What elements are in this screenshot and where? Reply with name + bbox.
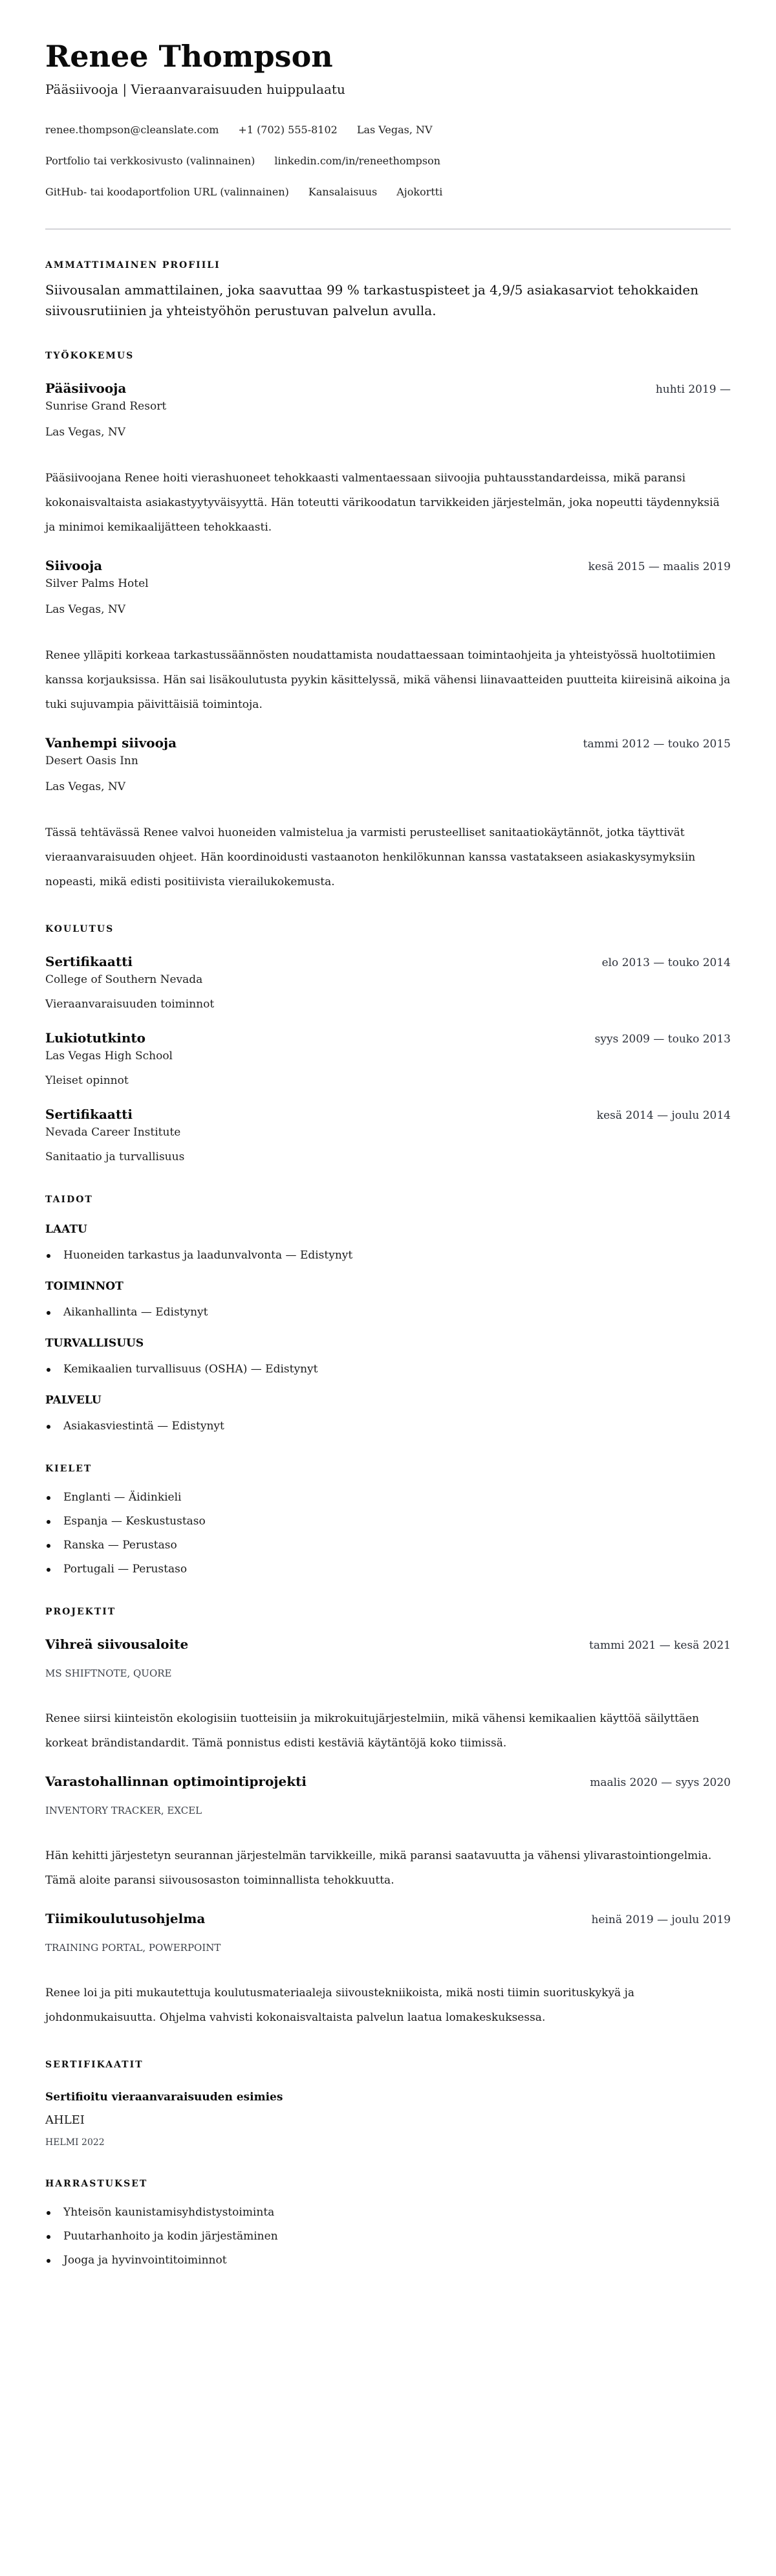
section-title-languages: KIELET	[45, 1464, 92, 1475]
projects-section	[45, 1605, 731, 2030]
job-description: Pääsiivoojana Renee hoiti vierashuoneet tehokkaasti valmentaessaan siivoojia puhtausstandardeissa, mikä paransi kokonaisvaltaista asiakastyytyväisyyttä. Hän toteutti värikoodatun tarvikkeiden järjestelmän, joka nopeutti täydennyksiä ja minimoi kemikaalijätteen tehokkaasti.	[45, 472, 720, 534]
hobbies-section	[45, 2177, 731, 2268]
project-dates: heinä 2019 — joulu 2019	[591, 1913, 731, 1927]
header-divider	[45, 228, 731, 230]
language-item: Espanja — Keskustustaso	[45, 1514, 731, 1529]
skill-item: Huoneiden tarkastus ja laadunvalvonta — Edistynyt	[45, 1248, 731, 1263]
contact-email[interactable]: renee.thompson@cleanslate.com	[45, 124, 219, 137]
job-location: Las Vegas, NV	[45, 780, 126, 794]
job-company: Sunrise Grand Resort	[45, 400, 167, 413]
certification-entry	[45, 2089, 731, 2149]
study-field: Sanitaatio ja turvallisuus	[45, 1150, 185, 1164]
project-name: Tiimikoulutusohjelma	[45, 1911, 206, 1927]
language-item: Englanti — Äidinkieli	[45, 1490, 731, 1505]
hobby-item: Puutarhanhoito ja kodin järjestäminen	[45, 2229, 731, 2244]
contact-location: Las Vegas, NV	[356, 124, 433, 137]
language-item: Ranska — Perustaso	[45, 1537, 731, 1553]
job-description: Tässä tehtävässä Renee valvoi huoneiden valmistelua ja varmisti perusteelliset sanitaatiokäytännöt, jotka täyttivät vieraanvaraisuuden ohjeet. Hän koordinoidusti vastaanoton henkilökunnan kanssa vastatakseen asiakaskysymyksiin nopeasti, mikä edisti positiivista vierailukokemusta.	[45, 826, 696, 889]
study-field: Vieraanvaraisuuden toiminnot	[45, 998, 215, 1011]
job-location: Las Vegas, NV	[45, 603, 126, 617]
skills-section	[45, 1193, 731, 1434]
experience-entry	[45, 734, 731, 894]
section-title-hobbies: HARRASTUKSET	[45, 2179, 148, 2190]
job-description: Renee ylläpiti korkeaa tarkastussäännösten noudattamista noudattaessaan toimintaohjeita ja yhteistyössä huoltotiimien kanssa korjauksissa. Hän sai lisäkoulutusta pyykin käsittelyssä, mikä vähensi liinavaatteiden puutteita kiireisinä aikoina ja tuki sujuvampia päivittäisiä toimintoja.	[45, 649, 731, 712]
job-dates: kesä 2015 — maalis 2019	[588, 560, 731, 574]
skill-item: Asiakasviestintä — Edistynyt	[45, 1418, 731, 1434]
skill-group-service	[45, 1393, 731, 1434]
certification-name: Sertifioitu vieraanvaraisuuden esimies	[45, 2091, 283, 2104]
study-field: Yleiset opinnot	[45, 1074, 129, 1088]
education-entry	[45, 1105, 731, 1165]
contact-row-1	[45, 122, 731, 138]
project-entry	[45, 1772, 731, 1893]
skill-group-title: TURVALLISUUS	[45, 1337, 144, 1350]
job-title: Siivooja	[45, 558, 103, 574]
job-location: Las Vegas, NV	[45, 426, 126, 439]
skill-group-quality	[45, 1222, 731, 1263]
certification-date: HELMI 2022	[45, 2137, 105, 2148]
candidate-headline: Pääsiivooja | Vieraanvaraisuuden huippulaatu	[45, 82, 345, 98]
profile-summary: Siivousalan ammattilainen, joka saavuttaa 99 % tarkastuspisteet ja 4,9/5 asiakasarviot tehokkaiden siivousrutiinien ja yhteistyöhön perustuvan palvelun avulla.	[45, 282, 699, 319]
section-title-experience: TYÖKOKEMUS	[45, 351, 135, 362]
job-dates: huhti 2019 —	[655, 383, 731, 397]
education-entry	[45, 1029, 731, 1088]
skill-item: Kemikaalien turvallisuus (OSHA) — Edistynyt	[45, 1361, 731, 1377]
skill-group-title: LAATU	[45, 1223, 87, 1237]
project-tech: TRAINING PORTAL, POWERPOINT	[45, 1942, 221, 1954]
degree-title: Lukiotutkinto	[45, 1030, 146, 1046]
project-description: Hän kehitti järjestetyn seurannan järjestelmän tarvikkeille, mikä paransi saatavuutta ja vähensi ylivarastointiongelmia. Tämä aloite paransi siivousosaston toiminnallista tehokkuutta.	[45, 1849, 712, 1888]
contact-row-3	[45, 184, 731, 200]
education-entry	[45, 952, 731, 1012]
resume-header	[45, 39, 731, 230]
experience-entry	[45, 556, 731, 717]
contact-citizenship: Kansalaisuus	[308, 186, 378, 199]
skill-group-title: TOIMINNOT	[45, 1280, 124, 1294]
project-name: Vihreä siivousaloite	[45, 1636, 189, 1653]
language-item: Portugali — Perustaso	[45, 1561, 731, 1577]
contact-row-2	[45, 153, 731, 169]
skill-group-operations	[45, 1279, 731, 1320]
profile-section	[45, 259, 731, 321]
candidate-name: Renee Thompson	[45, 39, 333, 74]
job-dates: tammi 2012 — touko 2015	[583, 738, 731, 751]
certification-issuer: AHLEI	[45, 2113, 85, 2128]
hobby-item: Yhteisön kaunistamisyhdistystoiminta	[45, 2205, 731, 2220]
project-name: Varastohallinnan optimointiprojekti	[45, 1774, 307, 1790]
school-name: Las Vegas High School	[45, 1050, 173, 1063]
project-entry	[45, 1635, 731, 1756]
job-company: Silver Palms Hotel	[45, 577, 149, 591]
job-title: Vanhempi siivooja	[45, 735, 177, 751]
section-title-skills: TAIDOT	[45, 1194, 93, 1205]
section-title-projects: PROJEKTIT	[45, 1607, 116, 1618]
skill-group-safety	[45, 1336, 731, 1377]
experience-section	[45, 349, 731, 894]
school-name: College of Southern Nevada	[45, 973, 203, 987]
degree-title: Sertifikaatti	[45, 954, 133, 970]
section-title-education: KOULUTUS	[45, 924, 114, 935]
education-section	[45, 923, 731, 1165]
project-dates: tammi 2021 — kesä 2021	[588, 1639, 731, 1653]
section-title-profile: AMMATTIMAINEN PROFIILI	[45, 260, 221, 271]
languages-section	[45, 1462, 731, 1577]
contact-portfolio[interactable]: Portfolio tai verkkosivusto (valinnainen)	[45, 155, 255, 168]
project-description: Renee siirsi kiinteistön ekologisiin tuotteisiin ja mikrokuitujärjestelmiin, mikä vähensi kemikaalien käyttöä säilyttäen korkeat brändistandardit. Tämä ponnistus edisti kestäviä käytäntöjä koko tiimissä.	[45, 1712, 700, 1750]
certifications-section	[45, 2058, 731, 2149]
project-entry	[45, 1910, 731, 2030]
project-description: Renee loi ja piti mukautettuja koulutusmateriaaleja siivoustekniikoista, mikä nosti tiimin suorituskykyä ja johdonmukaisuutta. Ohjelma vahvisti kokonaisvaltaista palvelun laatua lomakeskuksessa.	[45, 1987, 635, 2025]
job-company: Desert Oasis Inn	[45, 754, 138, 768]
project-tech: MS SHIFTNOTE, QUORE	[45, 1668, 172, 1680]
education-dates: syys 2009 — touko 2013	[594, 1033, 731, 1046]
contact-phone[interactable]: +1 (702) 555-8102	[238, 124, 338, 137]
contact-github[interactable]: GitHub- tai koodaportfolion URL (valinnainen)	[45, 186, 289, 199]
project-dates: maalis 2020 — syys 2020	[590, 1776, 731, 1790]
section-title-certifications: SERTIFIKAATIT	[45, 2060, 144, 2071]
job-title: Pääsiivooja	[45, 380, 127, 397]
project-tech: INVENTORY TRACKER, EXCEL	[45, 1805, 202, 1817]
education-dates: kesä 2014 — joulu 2014	[596, 1109, 731, 1123]
school-name: Nevada Career Institute	[45, 1126, 181, 1139]
contact-drivers-license: Ajokortti	[396, 186, 443, 199]
skill-group-title: PALVELU	[45, 1394, 102, 1407]
contact-linkedin[interactable]: linkedin.com/in/reneethompson	[274, 155, 441, 168]
education-dates: elo 2013 — touko 2014	[601, 956, 731, 970]
experience-entry	[45, 379, 731, 540]
hobby-item: Jooga ja hyvinvointitoiminnot	[45, 2252, 731, 2268]
skill-item: Aikanhallinta — Edistynyt	[45, 1305, 731, 1320]
degree-title: Sertifikaatti	[45, 1106, 133, 1123]
